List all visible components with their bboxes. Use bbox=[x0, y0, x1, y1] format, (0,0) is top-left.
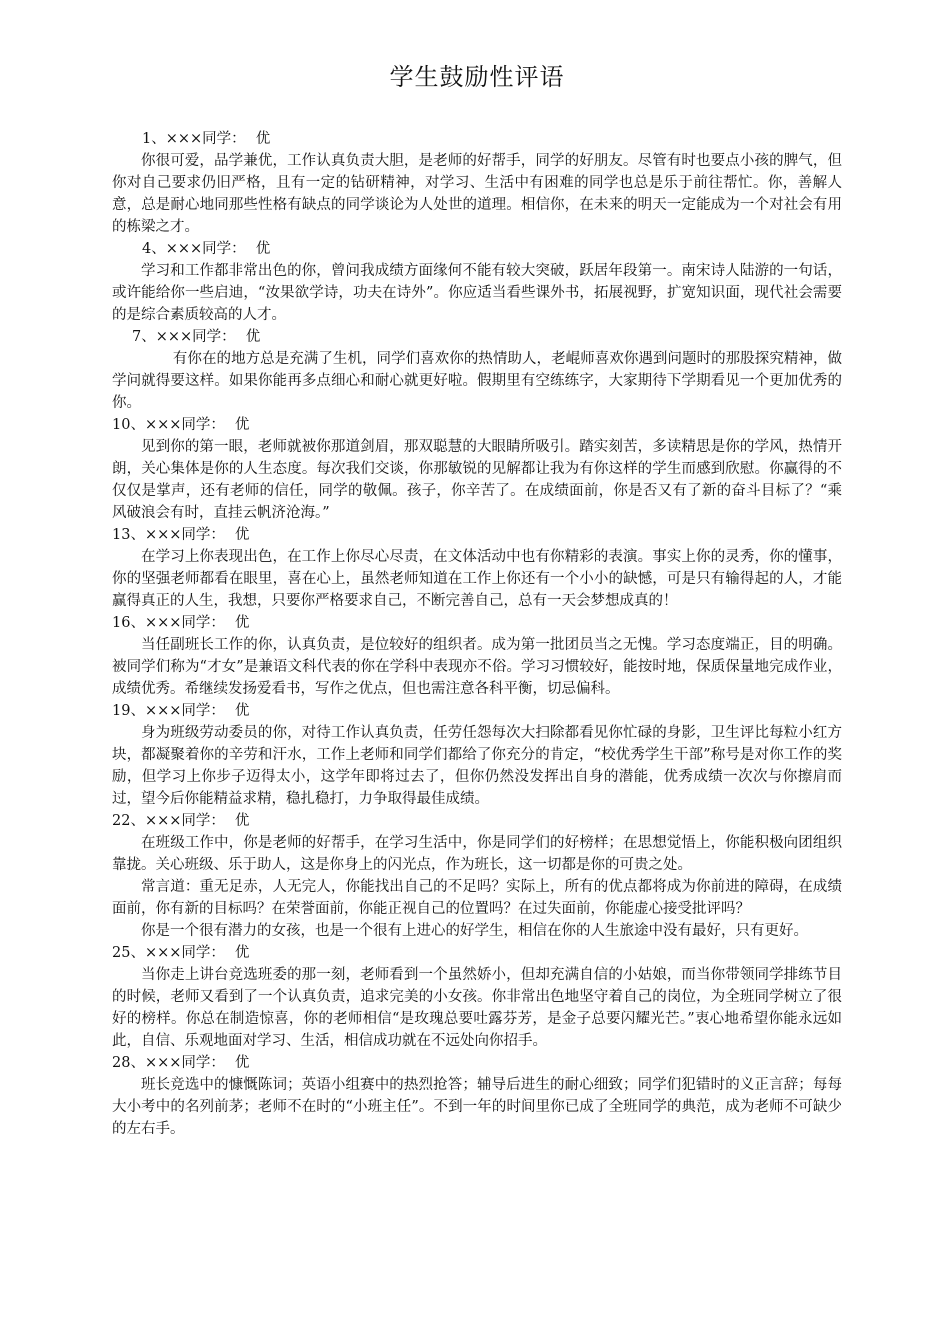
entry-number: 19、 bbox=[112, 703, 145, 719]
entry bbox=[112, 612, 842, 700]
entry-number: 22、 bbox=[112, 813, 145, 829]
entry-header bbox=[112, 942, 842, 964]
comment-paragraph: 在学习上你表现出色，在工作上你尽心尽责，在文体活动中也有你精彩的表演。事实上你的灵秀，你的懂事，你的坚强老师都看在眼里，喜在心上，虽然老师知道在工作上你还有一个小小的缺憾，可是只有输得起的人，才能赢得真正的人生，我想，只要你严格要求自己，不断完善自己，总有一天会梦想成真的！ bbox=[112, 549, 842, 609]
grade-label: 优 bbox=[234, 527, 250, 543]
student-name: ×××同学： bbox=[144, 417, 225, 433]
entry-number: 10、 bbox=[112, 417, 145, 433]
comment-paragraph: 有你在的地方总是充满了生机，同学们喜欢你的热情助人，老崐师喜欢你遇到问题时的那股探究精神，做学问就得要这样。如果你能再多点细心和耐心就更好啦。假期里有空练练字，大家期待下学期看见一个更加优秀的你。 bbox=[112, 351, 842, 411]
student-name: ×××同学： bbox=[144, 703, 225, 719]
student-name: ×××同学： bbox=[165, 131, 246, 147]
student-name: ×××同学： bbox=[155, 329, 236, 345]
student-name: ×××同学： bbox=[144, 945, 225, 961]
comment-paragraph: 常言道：重无足赤，人无完人，你能找出自己的不足吗？实际上，所有的优点都将成为你前进的障碍，在成绩面前，你有新的目标吗？在荣誉面前，你能正视自己的位置吗？在过失面前，你能虚心接受批评吗？ bbox=[112, 879, 842, 917]
entry bbox=[112, 238, 842, 326]
comment-paragraph: 你是一个很有潜力的女孩，也是一个很有上进心的好学生，相信在你的人生旅途中没有最好，只有更好。 bbox=[141, 923, 808, 939]
grade-label: 优 bbox=[234, 417, 250, 433]
entry bbox=[112, 128, 842, 238]
grade-label: 优 bbox=[234, 703, 250, 719]
entry-header bbox=[112, 128, 842, 150]
entry-header bbox=[112, 326, 842, 348]
student-name: ×××同学： bbox=[144, 527, 225, 543]
document-page bbox=[112, 60, 842, 1140]
grade-label: 优 bbox=[255, 241, 271, 257]
entry-header bbox=[112, 700, 842, 722]
student-name: ×××同学： bbox=[144, 1055, 225, 1071]
grade-label: 优 bbox=[245, 329, 261, 345]
entry-number: 16、 bbox=[112, 615, 145, 631]
comment-paragraph: 班长竞选中的慷慨陈词；英语小组赛中的热烈抢答；辅导后进生的耐心细致；同学们犯错时的义正言辞；每每大小考中的名列前茅；老师不在时的“小班主任”。不到一年的时间里你已成了全班同学的典范，成为老师不可缺少的左右手。 bbox=[112, 1077, 842, 1137]
comment-paragraph: 在班级工作中，你是老师的好帮手，在学习生活中，你是同学们的好榜样；在思想觉悟上，你能积极向团组织靠拢。关心班级、乐于助人，这是你身上的闪光点，作为班长，这一切都是你的可贵之处。 bbox=[112, 835, 842, 873]
comment-paragraph: 见到你的第一眼，老师就被你那道剑眉，那双聪慧的大眼睛所吸引。踏实刻苦，多读精思是你的学风，热情开朗，关心集体是你的人生态度。每次我们交谈，你那敏锐的见解都让我为有你这样的学生而感到欣慰。你赢得的不仅仅是掌声，还有老师的信任，同学的敬佩。孩子，你辛苦了。在成绩面前，你是否又有了新的奋斗目标了？“乘风破浪会有时，直挂云帆济沧海。” bbox=[112, 439, 842, 521]
grade-label: 优 bbox=[234, 1055, 250, 1071]
student-name: ×××同学： bbox=[165, 241, 246, 257]
entry-number: 7、 bbox=[132, 329, 156, 345]
document-title: 学生鼓励性评语 bbox=[389, 63, 565, 91]
entry bbox=[112, 524, 842, 612]
entry bbox=[112, 810, 842, 942]
comment-paragraph: 你很可爱，品学兼优，工作认真负责大胆，是老师的好帮手，同学的好朋友。尽管有时也要点小孩的脾气，但你对自己要求仍旧严格，且有一定的钻研精神，对学习、生活中有困难的同学也总是乐于前往帮忙。你，善解人意，总是耐心地同那些性格有缺点的同学谈论为人处世的道理。相信你，在未来的明天一定能成为一个对社会有用的栋梁之才。 bbox=[112, 153, 842, 235]
grade-label: 优 bbox=[234, 813, 250, 829]
student-name: ×××同学： bbox=[144, 615, 225, 631]
grade-label: 优 bbox=[234, 945, 250, 961]
entry-number: 1、 bbox=[142, 131, 166, 147]
entry bbox=[112, 326, 842, 414]
entry-header bbox=[112, 238, 842, 260]
entry bbox=[112, 1052, 842, 1140]
entry-header bbox=[112, 1052, 842, 1074]
entry bbox=[112, 942, 842, 1052]
entry-header bbox=[112, 414, 842, 436]
comment-paragraph: 当你走上讲台竞选班委的那一刻，老师看到一个虽然娇小，但却充满自信的小姑娘，而当你带领同学排练节目的时候，老师又看到了一个认真负责，追求完美的小女孩。你非常出色地坚守着自己的岗位，为全班同学树立了很好的榜样。你总在制造惊喜，你的老师相信“是玫瑰总要吐露芬芳，是金子总要闪耀光芒。”衷心地希望你能永远如此，自信、乐观地面对学习、生活，相信成功就在不远处向你招手。 bbox=[112, 967, 842, 1049]
comment-paragraph: 身为班级劳动委员的你，对待工作认真负责，任劳任怨每次大扫除都看见你忙碌的身影，卫生评比每粒小红方块，都凝聚着你的辛劳和汗水，工作上老师和同学们都给了你充分的肯定，“校优秀学生干部”称号是对你工作的奖励，但学习上你步子迈得太小，这学年即将过去了，但你仍然没发挥出自身的潜能，优秀成绩一次次与你擦肩而过，望今后你能精益求精，稳扎稳打，力争取得最佳成绩。 bbox=[112, 725, 842, 807]
entry bbox=[112, 414, 842, 524]
entry-number: 13、 bbox=[112, 527, 145, 543]
student-name: ×××同学： bbox=[144, 813, 225, 829]
grade-label: 优 bbox=[234, 615, 250, 631]
entry-header bbox=[112, 524, 842, 546]
entry-header bbox=[112, 612, 842, 634]
entry-number: 28、 bbox=[112, 1055, 145, 1071]
comment-paragraph: 学习和工作都非常出色的你，曾问我成绩方面缘何不能有较大突破，跃居年段第一。南宋诗人陆游的一句话，或许能给你一些启迪，“汝果欲学诗，功夫在诗外”。你应适当看些课外书，拓展视野，扩宽知识面，现代社会需要的是综合素质较高的人才。 bbox=[112, 263, 842, 323]
comment-paragraph: 当任副班长工作的你，认真负责，是位较好的组织者。成为第一批团员当之无愧。学习态度端正，目的明确。被同学们称为“才女”是兼语文科代表的你在学科中表现亦不俗。学习习惯较好，能按时地，保质保量地完成作业，成绩优秀。希继续发扬爱看书，写作之优点，但也需注意各科平衡，切忌偏科。 bbox=[112, 637, 842, 697]
grade-label: 优 bbox=[255, 131, 271, 147]
entry bbox=[112, 700, 842, 810]
entry-number: 4、 bbox=[142, 241, 166, 257]
entry-header bbox=[112, 810, 842, 832]
entry-number: 25、 bbox=[112, 945, 145, 961]
